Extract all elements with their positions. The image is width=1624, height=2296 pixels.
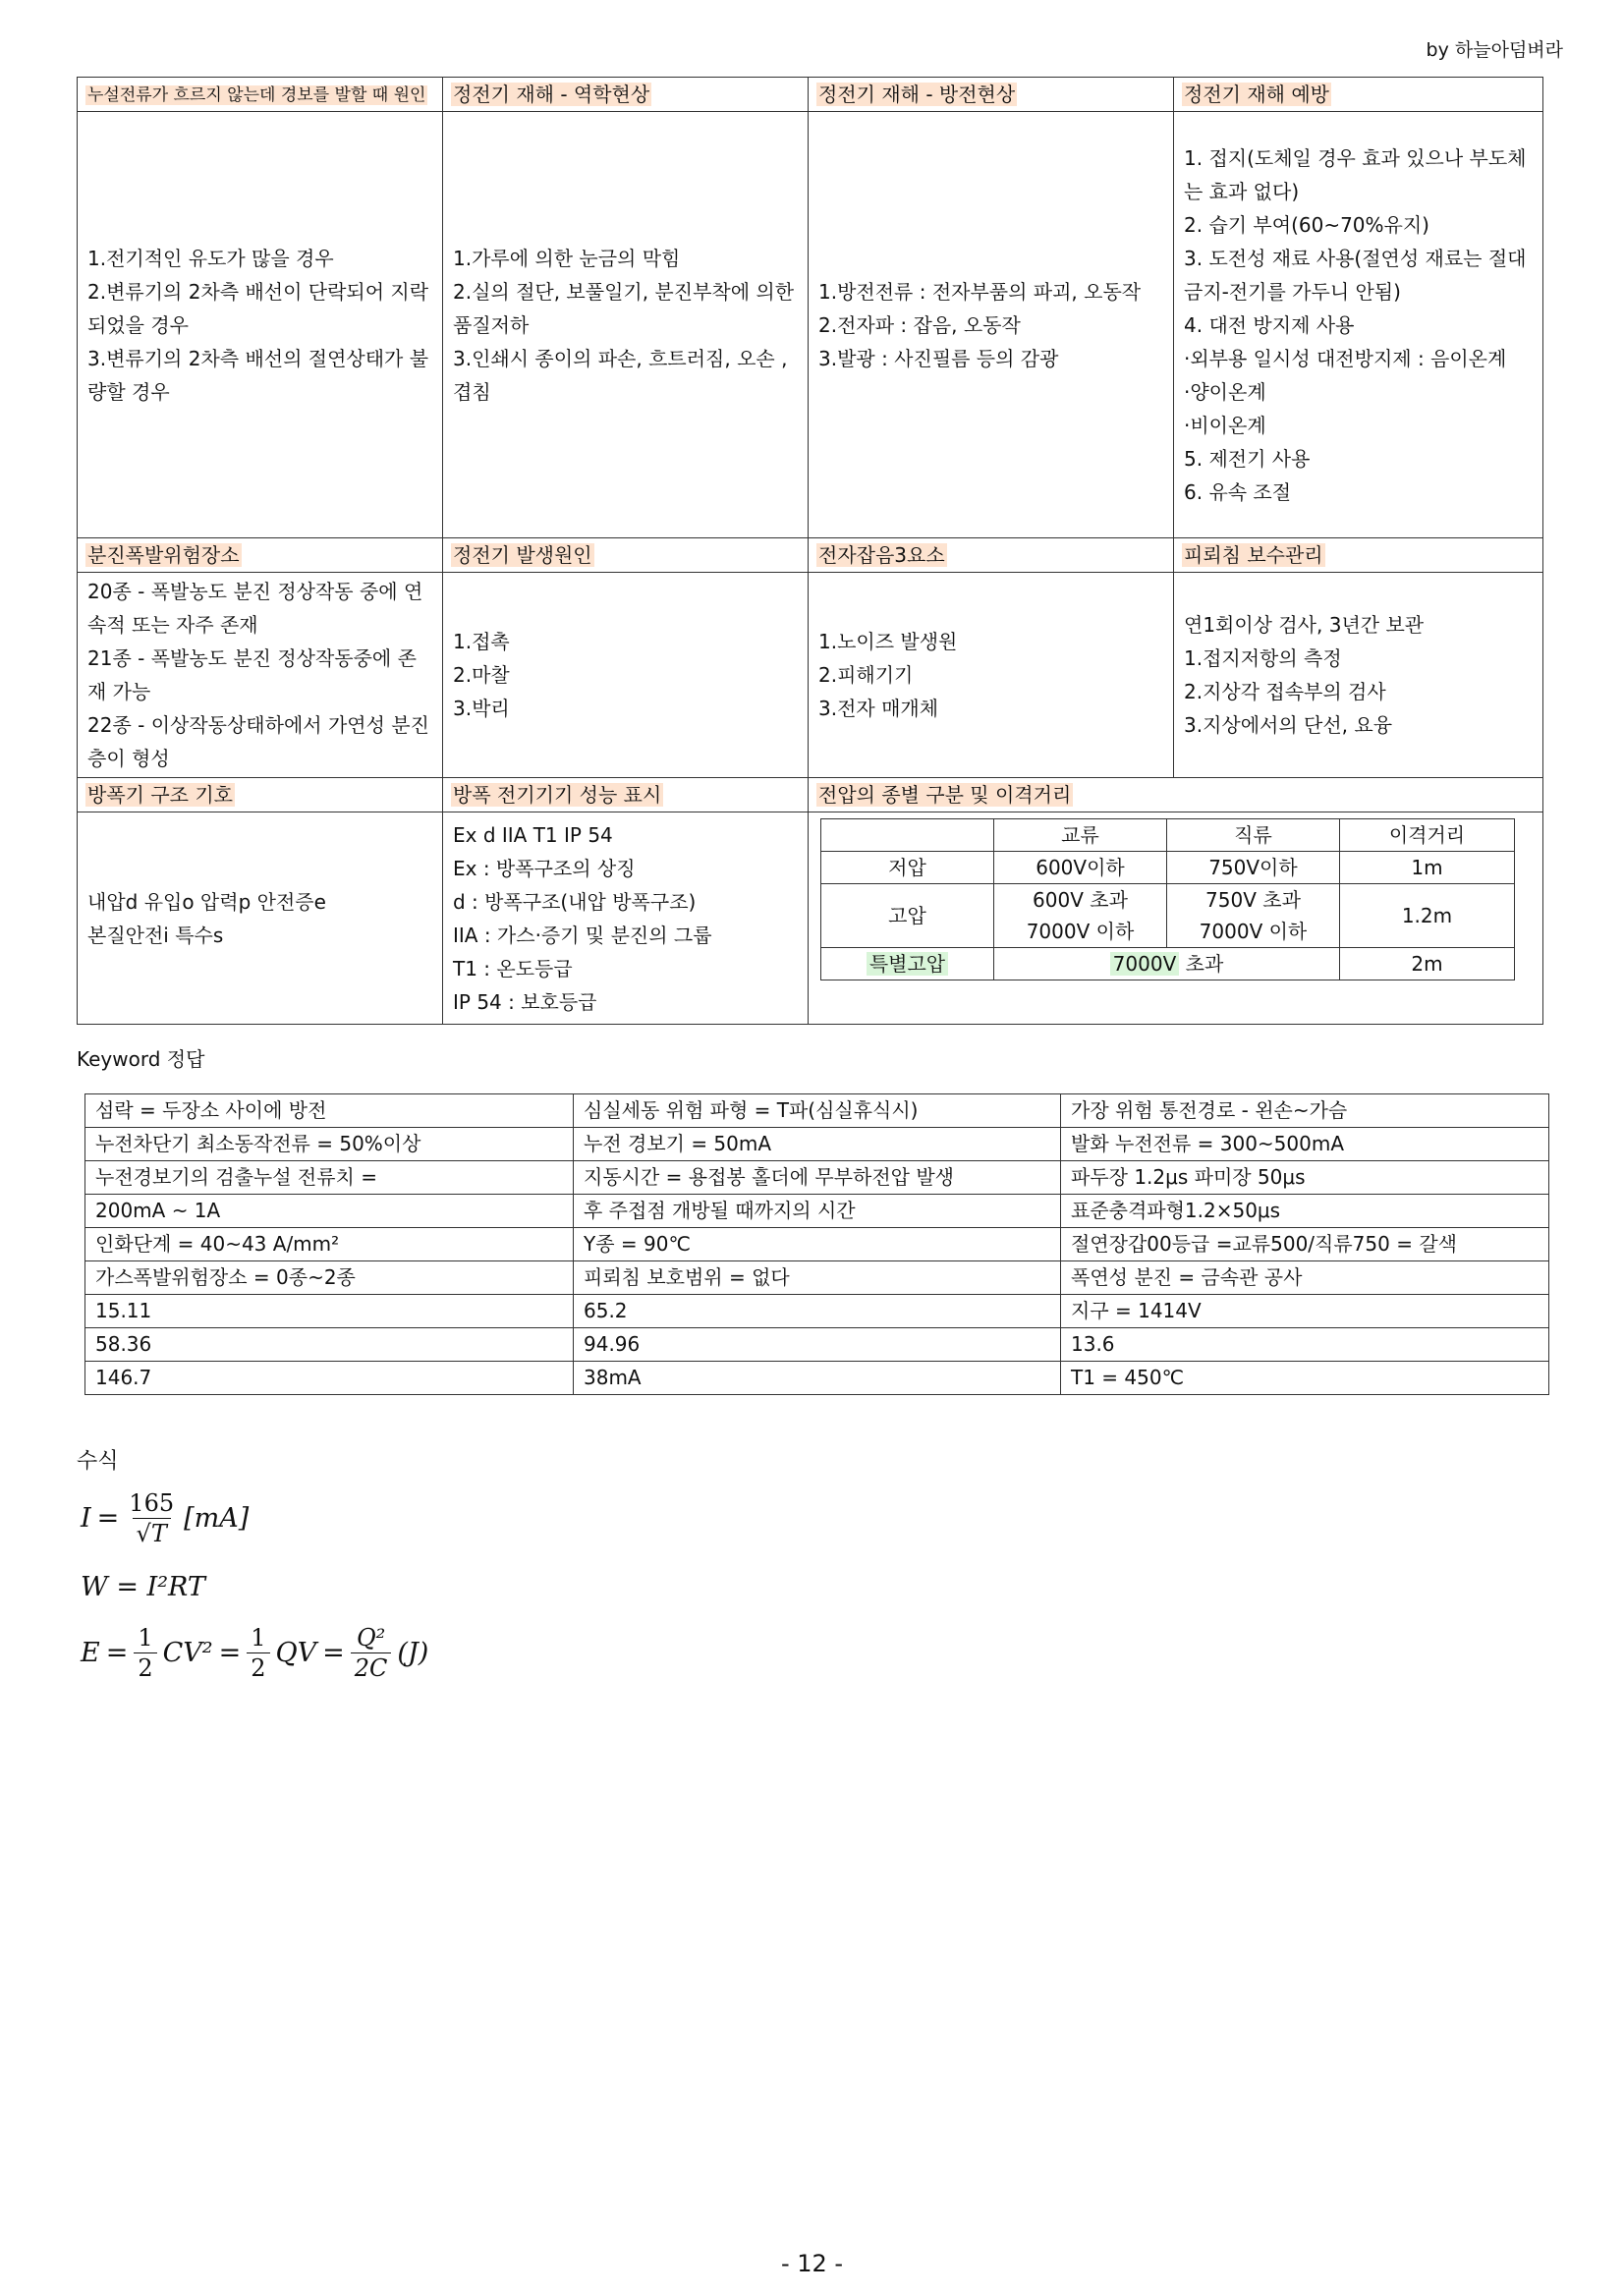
keyword-cell: 38mA <box>574 1362 1061 1395</box>
cell-noise-elements: 1.노이즈 발생원 2.피해기기 3.전자 매개체 <box>809 573 1174 778</box>
keyword-row <box>85 1362 1549 1395</box>
keyword-cell: 94.96 <box>574 1328 1061 1362</box>
keyword-title: Keyword 정답 <box>77 1047 205 1071</box>
keyword-cell: 13.6 <box>1061 1328 1549 1362</box>
voltage-header-blank <box>821 819 994 852</box>
keyword-row <box>85 1094 1549 1128</box>
keyword-cell: 섬락 = 두장소 사이에 방전 <box>85 1094 574 1128</box>
keyword-cell: 표준충격파형1.2×50μs <box>1061 1195 1549 1228</box>
keyword-cell: 파두장 1.2μs 파미장 50μs <box>1061 1161 1549 1195</box>
cell-leak-alarm-causes: 1.전기적인 유도가 많을 경우 2.변류기의 2차측 배선이 단락되어 지락 되었을 경우 3.변류기의 2차측 배선의 절연상태가 불량할 경우 <box>78 112 443 538</box>
keyword-cell: 200mA ~ 1A <box>85 1195 574 1228</box>
voltage-low-distance: 1m <box>1339 852 1514 884</box>
voltage-header-dc: 직류 <box>1166 819 1339 852</box>
voltage-low-dc: 750V이하 <box>1166 852 1339 884</box>
page-number: - 12 - <box>780 2250 844 2277</box>
summary-grid <box>77 77 1543 1025</box>
header-voltage-classes: 전압의 종별 구분 및 이격거리 <box>809 778 1543 812</box>
voltage-special-value: 7000V 초과 <box>993 948 1339 980</box>
header-noise-elements: 전자잡음3요소 <box>809 538 1174 573</box>
keyword-cell: 지동시간 = 용접봉 홀더에 무부하전압 발생 <box>574 1161 1061 1195</box>
formula-capacitor-energy: E = $\frac{1}{2}$ CV² = $\frac{1}{2}$ QV = $\frac{\text{Q²}}{2C}$ (J) <box>81 1624 429 1682</box>
voltage-high-label: 고압 <box>821 884 994 948</box>
keyword-cell: 누전경보기의 검출누설 전류치 = <box>85 1161 574 1195</box>
header-static-causes: 정전기 발생원인 <box>443 538 809 573</box>
keyword-cell: 후 주접점 개방될 때까지의 시간 <box>574 1195 1061 1228</box>
keyword-cell: 인화단계 = 40~43 A/mm² <box>85 1228 574 1261</box>
cell-explosion-proof-marking: Ex d IIA T1 IP 54 Ex : 방폭구조의 상징 d : 방폭구조(내압 방폭구조) IIA : 가스·증기 및 분진의 그룹 T1 : 온도등급 IP 54 : 보호등급 <box>443 812 809 1025</box>
cell-lightning-rod-maintenance: 연1회이상 검사, 3년간 보관 1.접지저항의 측정 2.지상각 접속부의 검사 3.지상에서의 단선, 요융 <box>1174 573 1543 778</box>
formula-title: 수식 <box>77 1449 119 1474</box>
header-explosion-proof-marking: 방폭 전기기기 성능 표시 <box>443 778 809 812</box>
voltage-header-ac: 교류 <box>993 819 1166 852</box>
cell-static-discharge: 1.방전전류 : 전자부품의 파괴, 오동작 2.전자파 : 잡음, 오동작 3.발광 : 사진필름 등의 감광 <box>809 112 1174 538</box>
keyword-row <box>85 1128 1549 1161</box>
voltage-high-distance: 1.2m <box>1339 884 1514 948</box>
keyword-cell: 누전 경보기 = 50mA <box>574 1128 1061 1161</box>
keyword-row <box>85 1228 1549 1261</box>
header-lightning-rod-maintenance: 피뢰침 보수관리 <box>1174 538 1543 573</box>
author-credit: by 하늘아덤벼라 <box>1426 39 1563 61</box>
header-explosion-proof-symbols: 방폭기 구조 기호 <box>78 778 443 812</box>
keyword-row <box>85 1295 1549 1328</box>
voltage-high-ac: 600V 초과 7000V 이하 <box>993 884 1166 948</box>
voltage-table <box>820 818 1515 980</box>
keyword-cell: 폭연성 분진 = 금속관 공사 <box>1061 1261 1549 1295</box>
keyword-cell: 피뢰침 보호범위 = 없다 <box>574 1261 1061 1295</box>
cell-static-mechanical: 1.가루에 의한 눈금의 막힘 2.실의 절단, 보풀일기, 분진부착에 의한 품질저하 3.인쇄시 종이의 파손, 흐트러짐, 오손 ,겹침 <box>443 112 809 538</box>
voltage-low-ac: 600V이하 <box>993 852 1166 884</box>
keyword-cell: 지구 = 1414V <box>1061 1295 1549 1328</box>
keyword-cell: Y종 = 90℃ <box>574 1228 1061 1261</box>
keyword-row <box>85 1328 1549 1362</box>
keyword-cell: 가스폭발위험장소 = 0종~2종 <box>85 1261 574 1295</box>
keyword-cell: 누전차단기 최소동작전류 = 50%이상 <box>85 1128 574 1161</box>
header-static-discharge: 정전기 재해 - 방전현상 <box>809 78 1174 112</box>
cell-explosion-proof-symbols: 내압d 유입o 압력p 안전증e 본질안전i 특수s <box>78 812 443 1025</box>
keyword-cell: T1 = 450℃ <box>1061 1362 1549 1395</box>
cell-voltage-classes <box>809 812 1543 1025</box>
cell-dust-explosion-zones: 20종 - 폭발농도 분진 정상작동 중에 연속적 또는 자주 존재 21종 - 폭발농도 분진 정상작동중에 존재 가능 22종 - 이상작동상태하에서 가연성 분진층이 형성 <box>78 573 443 778</box>
cell-static-prevention: 1. 접지(도체일 경우 효과 있으나 부도체는 효과 없다) 2. 습기 부여(60~70%유지) 3. 도전성 재료 사용(절연성 재료는 절대 금지-전기를 가두니 안됨) 4. 대전 방지제 사용 ·외부용 일시성 대전방지제 : 음이온계 ·양이온계 ·비이온계 5. 제전기 사용 6. 유속 조절 <box>1174 112 1543 538</box>
voltage-special-distance: 2m <box>1339 948 1514 980</box>
header-static-prevention: 정전기 재해 예방 <box>1174 78 1543 112</box>
keyword-cell: 15.11 <box>85 1295 574 1328</box>
keyword-cell: 발화 누전전류 = 300~500mA <box>1061 1128 1549 1161</box>
header-leak-alarm-causes: 누설전류가 흐르지 않는데 경보를 발할 때 원인 <box>78 78 443 112</box>
formula-current: I = $\frac{165}{√T}$ [mA] <box>81 1489 250 1547</box>
keyword-row <box>85 1195 1549 1228</box>
keyword-cell: 146.7 <box>85 1362 574 1395</box>
keyword-table <box>84 1093 1549 1395</box>
formula-energy-joule: W = I²RT <box>81 1572 205 1602</box>
keyword-cell: 58.36 <box>85 1328 574 1362</box>
keyword-row <box>85 1161 1549 1195</box>
keyword-cell: 65.2 <box>574 1295 1061 1328</box>
voltage-header-distance: 이격거리 <box>1339 819 1514 852</box>
voltage-low-label: 저압 <box>821 852 994 884</box>
voltage-special-label: 특별고압 <box>821 948 994 980</box>
keyword-cell: 심실세동 위험 파형 = T파(심실휴식시) <box>574 1094 1061 1128</box>
keyword-cell: 절연장갑00등급 =교류500/직류750 = 갈색 <box>1061 1228 1549 1261</box>
cell-static-causes: 1.접촉 2.마찰 3.박리 <box>443 573 809 778</box>
voltage-high-dc: 750V 초과 7000V 이하 <box>1166 884 1339 948</box>
keyword-row <box>85 1261 1549 1295</box>
keyword-cell: 가장 위험 통전경로 - 왼손~가슴 <box>1061 1094 1549 1128</box>
header-static-mechanical: 정전기 재해 - 역학현상 <box>443 78 809 112</box>
header-dust-explosion-zones: 분진폭발위험장소 <box>78 538 443 573</box>
